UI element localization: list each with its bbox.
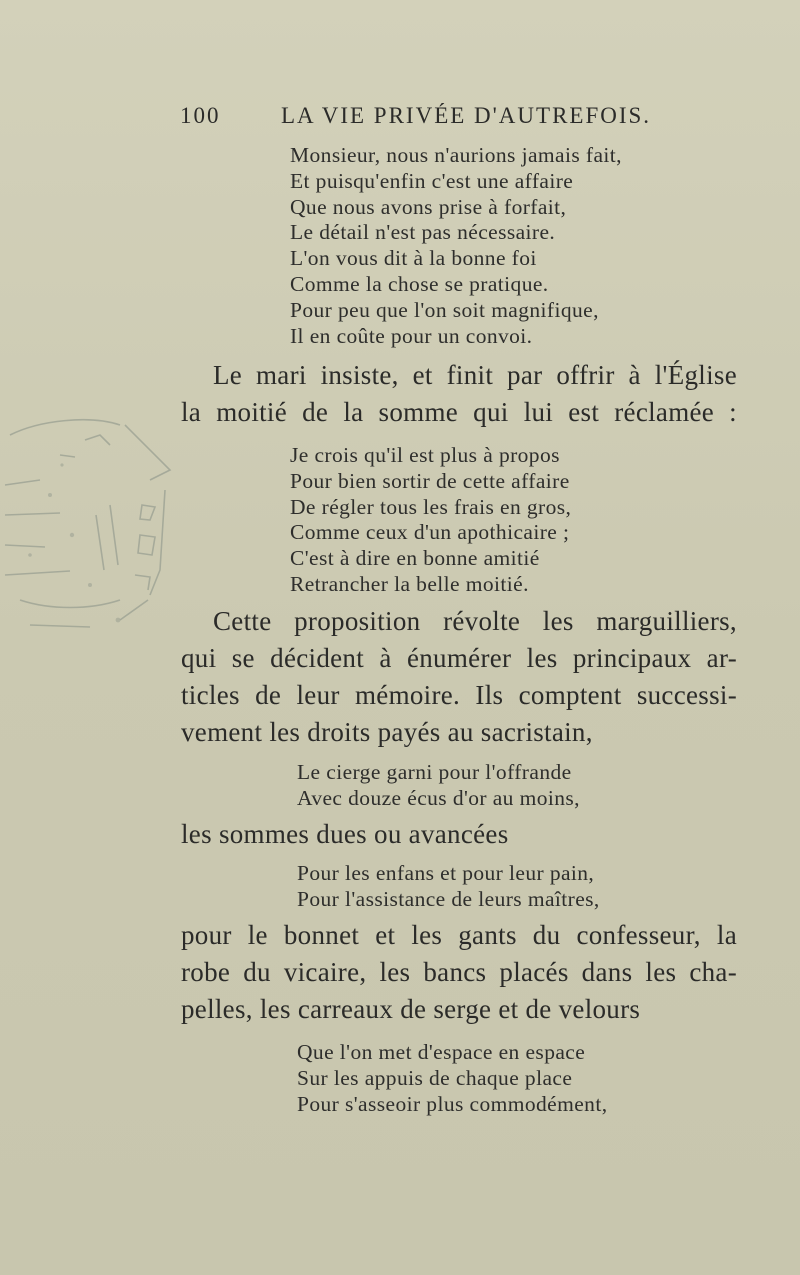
prose-line: pelles, les carreaux de serge et de velours (181, 994, 641, 1024)
verse-line: Que l'on met d'espace en espace (297, 1040, 586, 1064)
verse-line: Il en coûte pour un convoi. (290, 323, 533, 348)
verse-block-2 (290, 443, 571, 598)
prose-paragraph-3 (181, 816, 737, 853)
verse-line: Pour l'assistance de leurs maîtres, (297, 886, 600, 911)
prose-line: robe du vicaire, les bancs placés dans les cha- (181, 957, 737, 987)
verse-line: Et puisqu'enfin c'est une affaire (290, 168, 574, 193)
prose-line: les sommes dues ou avancées (181, 819, 509, 849)
verse-line: Retrancher la belle moitié. (290, 571, 529, 596)
verse-line: Sur les appuis de chaque place (297, 1065, 573, 1090)
verse-block-4 (297, 861, 600, 913)
verse-line: Pour peu que l'on soit magnifique, (290, 297, 599, 322)
running-head (180, 103, 740, 133)
verse-block-5 (297, 1040, 607, 1117)
verse-line: L'on vous dit à la bonne foi (290, 246, 537, 271)
verse-line: Comme la chose se pratique. (290, 271, 549, 296)
verse-line: C'est à dire en bonne amitié (290, 546, 540, 571)
verse-line: Le détail n'est pas nécessaire. (290, 220, 556, 245)
prose-paragraph-1 (181, 357, 737, 431)
verse-block-3 (297, 760, 580, 812)
prose-paragraph-4 (181, 917, 737, 1028)
library-stamp-icon (0, 395, 175, 645)
verse-line: Que nous avons prise à forfait, (290, 194, 567, 219)
prose-line: Cette proposition révolte les marguilliers, (213, 606, 737, 636)
verse-line: Comme ceux d'un apothicaire ; (290, 520, 570, 545)
verse-line: Le cierge garni pour l'offrande (297, 760, 572, 784)
verse-line: Monsieur, nous n'aurions jamais fait, (290, 143, 622, 167)
prose-line: ticles de leur mémoire. Ils comptent successi- (181, 680, 737, 710)
verse-block-1 (290, 143, 622, 349)
verse-line: Je crois qu'il est plus à propos (290, 443, 560, 467)
page-number: 100 (180, 103, 221, 128)
running-title: LA VIE PRIVÉE D'AUTREFOIS. (281, 103, 652, 128)
verse-line: De régler tous les frais en gros, (290, 494, 572, 519)
prose-paragraph-2 (181, 603, 737, 751)
verse-line: Avec douze écus d'or au moins, (297, 785, 580, 810)
prose-line: vement les droits payés au sacristain, (181, 717, 593, 747)
verse-line: Pour les enfans et pour leur pain, (297, 861, 595, 885)
prose-line: pour le bonnet et les gants du confesseur, la (181, 920, 737, 950)
prose-line: qui se décident à énumérer les principaux ar- (181, 643, 737, 673)
verse-line: Pour s'asseoir plus commodément, (297, 1091, 608, 1116)
prose-line: la moitié de la somme qui lui est réclamée : (181, 397, 737, 427)
prose-line: Le mari insiste, et finit par offrir à l'Église (213, 360, 737, 390)
verse-line: Pour bien sortir de cette affaire (290, 468, 570, 493)
